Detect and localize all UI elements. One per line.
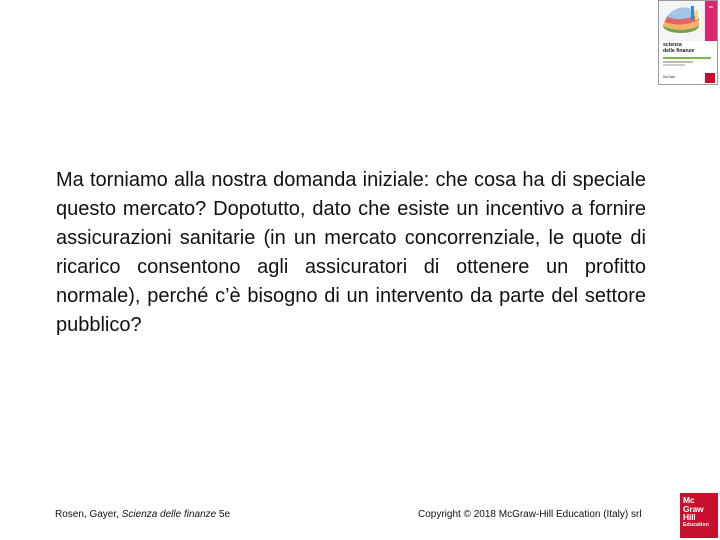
cover-subtitle-line (663, 64, 685, 66)
cover-artwork-area (659, 1, 717, 41)
footer-copyright: Copyright © 2018 McGraw-Hill Education (Italy) srl (418, 509, 642, 520)
footer-authors: Rosen, Gayer, (55, 509, 122, 520)
cover-divider (663, 57, 711, 59)
mcgraw-hill-logo-icon (680, 493, 718, 538)
cover-title-line1: scienza (663, 42, 682, 48)
cover-publisher: McGraw (663, 75, 675, 79)
cover-title-line2: delle finanze (663, 48, 695, 54)
body-paragraph: Ma torniamo alla nostra domanda iniziale: che cosa ha di speciale questo mercato? Dopotutto, dato che esiste un incentivo a fornire assicurazioni sanitarie (in un mercato concorrenziale, le quote di ricarico consentono agli assicuratori di ottenere un profitto normale), perché c’è bisogno di un intervento da parte del settore pubblico? (56, 169, 646, 336)
footer-edition: 5e (216, 509, 231, 520)
cover-chart-icon (661, 4, 705, 38)
footer-citation (55, 509, 230, 520)
cover-publisher-logo-icon (705, 73, 715, 83)
footer-book-title: Scienza delle finanze (121, 509, 217, 520)
book-cover-thumbnail (658, 0, 718, 85)
logo-line-education: Education (683, 521, 709, 528)
logo-line-graw: Graw (683, 503, 704, 514)
logo-line-mc: Mc (683, 495, 695, 505)
cover-subtitle-line (663, 61, 693, 63)
cover-edition-badge: 5/E (708, 5, 714, 9)
logo-line-hill: Hill (683, 512, 696, 522)
cover-title (663, 42, 715, 54)
